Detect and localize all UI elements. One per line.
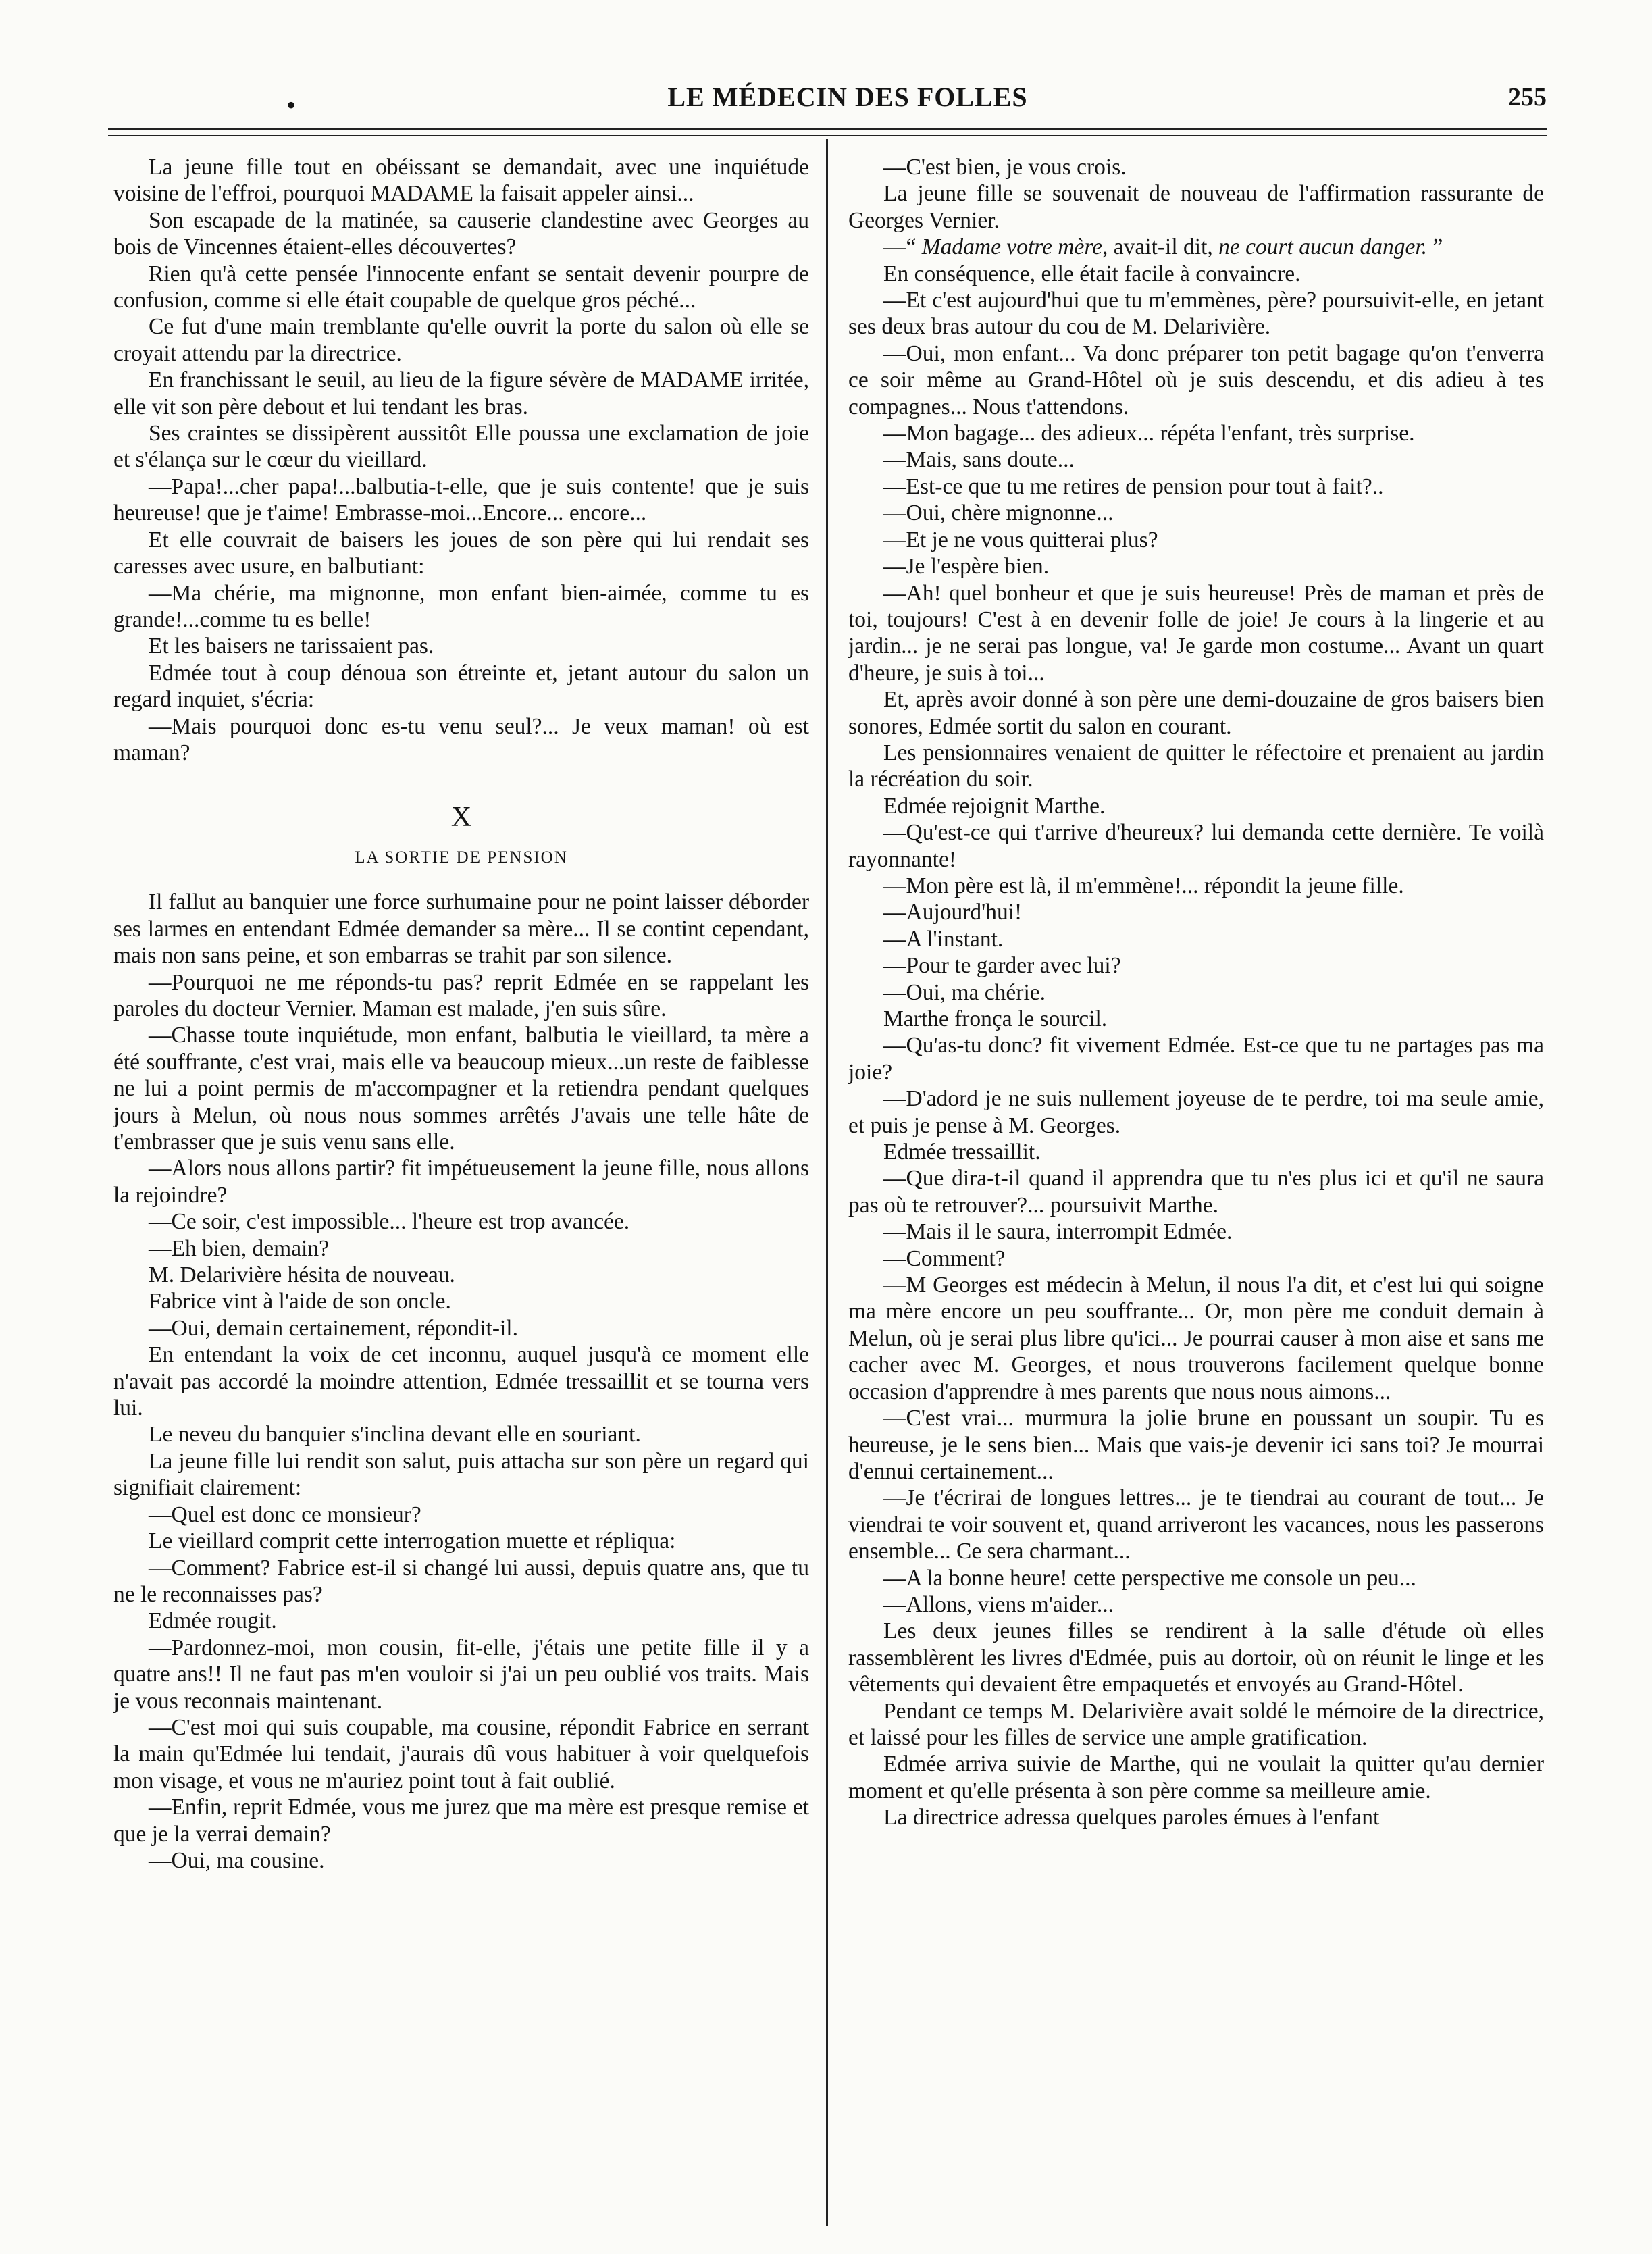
paragraph: —M Georges est médecin à Melun, il nous l'a dit, et c'est lui qui soigne ma mère encore un peu souffrante... Or, mon père me conduit demain à Melun, où je serai plus libre qu'ici... Je pourrai causer à mon aise et sans me cacher avec M. Georges, et nous trouverons facilement quelque bonne occasion d'apprendre à mes parents que nous nous aimons... [848, 1273, 1544, 1404]
paragraph: —Mais pourquoi donc es-tu venu seul?... Je veux maman! où est maman? [113, 713, 809, 765]
paragraph-quote [848, 234, 1544, 260]
chapter-number: X [450, 802, 472, 834]
paragraph: Fabrice vint à l'aide de son oncle. [149, 1289, 451, 1314]
paragraph: —Eh bien, demain? [149, 1235, 329, 1261]
chapter-title: LA SORTIE DE PENSION [355, 848, 568, 867]
paragraph: —Alors nous allons partir? fit impétueusement la jeune fille, nous allons la rejoindre? [113, 1156, 809, 1208]
left-column [113, 154, 809, 1874]
paragraph: —Oui, demain certainement, répondit-il. [149, 1315, 518, 1341]
paragraph: —Comment? [883, 1246, 1006, 1271]
quote-italic: ne court aucun danger. [1218, 234, 1428, 260]
paragraph: Son escapade de la matinée, sa causerie clandestine avec Georges au bois de Vincennes étaient-elles découvertes? [113, 207, 809, 260]
paragraph: —Quel est donc ce monsieur? [149, 1502, 421, 1527]
paragraph: —Aujourd'hui! [883, 900, 1023, 925]
paragraph: —Que dira-t-il quand il apprendra que tu n'es plus ici et qu'il ne saura pas où te retrouver?... poursuivit Marthe. [848, 1166, 1544, 1218]
paragraph: Ce fut d'une main tremblante qu'elle ouvrit la porte du salon où elle se croyait attendu par la directrice. [113, 314, 809, 366]
paragraph: —Pourquoi ne me réponds-tu pas? reprit Edmée en se rappelant les paroles du docteur Vernier. Maman est malade, j'en suis sûre. [113, 969, 809, 1021]
header-rule-top [108, 128, 1547, 130]
paragraph: Les deux jeunes filles se rendirent à la salle d'étude où elles rassemblèrent les livres d'Edmée, puis au dortoir, où on réunit le linge et les vêtements qui devaient être empaquetés et envoyés au Grand-Hôtel. [848, 1618, 1544, 1697]
paragraph: —Ah! quel bonheur et que je suis heureuse! Près de maman et près de toi, toujours! C'est à en devenir folle de joie! Je cours à la lingerie et au jardin... je ne serai pas longue, va! Je garde mon costume... Avant un quart d'heure, je suis à toi... [848, 580, 1544, 686]
paragraph: Edmée tressaillit. [883, 1139, 1041, 1165]
paragraph: —Qu'est-ce qui t'arrive d'heureux? lui demanda cette dernière. Te voilà rayonnante! [848, 820, 1544, 872]
paragraph: Le neveu du banquier s'inclina devant elle en souriant. [149, 1422, 641, 1448]
paragraph: —Et je ne vous quitterai plus? [883, 527, 1158, 553]
paragraph: —Papa!...cher papa!...balbutia-t-elle, que je suis contente! que je suis heureuse! que je t'aime! Embrasse-moi...Encore... encore... [113, 473, 809, 526]
paragraph: —Comment? Fabrice est-il si changé lui aussi, depuis quatre ans, que tu ne le reconnaisses pas? [113, 1555, 809, 1607]
paragraph: La jeune fille se souvenait de nouveau de l'affirmation rassurante de Georges Vernier. [848, 181, 1544, 233]
paragraph: Pendant ce temps M. Delarivière avait soldé le mémoire de la directrice, et laissé pour les filles de service une ample gratification. [848, 1698, 1544, 1750]
paragraph: —Mais il le saura, interrompit Edmée. [883, 1219, 1233, 1245]
newspaper-page [108, 80, 1547, 2228]
right-text [848, 261, 1544, 1831]
paragraph: —Je t'écrirai de longues lettres... je te tiendrai au courant de tout... Je viendrai te voir souvent et, quand arriveront les vacances, nous les passerons ensemble... Ce sera charmant... [848, 1485, 1544, 1564]
paragraph: Les pensionnaires venaient de quitter le réfectoire et prenaient au jardin la récréation du soir. [848, 740, 1544, 792]
paragraph: Edmée arriva suivie de Marthe, qui ne voulait la quitter qu'au dernier moment et qu'elle présenta à son père comme sa meilleure amie. [848, 1751, 1544, 1803]
quote-open: —“ [883, 234, 922, 260]
right-column [848, 154, 1544, 1831]
paragraph: —Pardonnez-moi, mon cousin, fit-elle, j'étais une petite fille il y a quatre ans!! Il ne faut pas m'en vouloir si j'ai un peu oublié vos traits. Mais je vous reconnais maintenant. [113, 1635, 809, 1714]
quote-italic: Madame votre mère, [921, 234, 1108, 260]
paragraph: La jeune fille lui rendit son salut, puis attacha sur son père un regard qui signifiait clairement: [113, 1448, 809, 1501]
paragraph: —A l'instant. [883, 926, 1004, 952]
paragraph: Et elle couvrait de baisers les joues de son père qui lui rendait ses caresses avec usure, en balbutiant: [113, 527, 809, 580]
paragraph: —A la bonne heure! cette perspective me console un peu... [883, 1565, 1416, 1591]
paragraph: —D'adord je ne suis nullement joyeuse de te perdre, toi ma seule amie, et puis je pense à M. Georges. [848, 1086, 1544, 1138]
paragraph: La directrice adressa quelques paroles émues à l'enfant [883, 1805, 1380, 1830]
paragraph: —Ma chérie, ma mignonne, mon enfant bien-aimée, comme tu es grande!...comme tu es belle! [113, 580, 809, 632]
paragraph: —Ce soir, c'est impossible... l'heure est trop avancée. [149, 1209, 630, 1235]
paragraph: Le vieillard comprit cette interrogation muette et répliqua: [149, 1529, 676, 1554]
running-title: LE MÉDECIN DES FOLLES [667, 82, 1028, 112]
paragraph: Edmée rejoignit Marthe. [883, 793, 1106, 819]
paragraph: —Qu'as-tu donc? fit vivement Edmée. Est-ce que tu ne partages pas ma joie? [848, 1033, 1544, 1085]
paragraph: —Mon bagage... des adieux... répéta l'enfant, très surprise. [883, 421, 1415, 446]
paragraph: —C'est bien, je vous crois. [883, 155, 1127, 180]
paragraph: —Oui, ma chérie. [883, 979, 1046, 1005]
paragraph: —Allons, viens m'aider... [883, 1591, 1114, 1617]
paragraph: —C'est vrai... murmura la jolie brune en poussant un soupir. Tu es heureuse, je le sens bien... Mais que vais-je devenir ici sans toi? Je mourrai d'ennui certainement... [848, 1406, 1544, 1484]
paragraph: Il fallut au banquier une force surhumaine pour ne point laisser déborder ses larmes en entendant Edmée demander sa mère... Il se contint cependant, mais non sans peine, et son embarras se trahit par son silence. [113, 890, 809, 969]
quote-close: ” [1427, 234, 1443, 260]
paragraph: La jeune fille tout en obéissant se demandait, avec une inquiétude voisine de l'effroi, pourquoi MADAME la faisait appeler ainsi... [113, 155, 809, 207]
column-divider [826, 139, 828, 2226]
paragraph: —Je l'espère bien. [883, 554, 1050, 580]
paragraph: —Chasse toute inquiétude, mon enfant, balbutia le vieillard, ta mère a été souffrante, c'est vrai, mais elle va beaucoup mieux...un reste de faiblesse ne lui a point permis de m'accompagner et la retiendra pendant quelques jours à Melun, où nous nous sommes arrêtés J'avais une telle hâte de t'embrasser que je suis venu sans elle. [113, 1023, 809, 1154]
paragraph: —Oui, mon enfant... Va donc préparer ton petit bagage qu'on t'enverra ce soir même au Grand-Hôtel où je suis descendu, et dis adieu à tes compagnes... Nous t'attendons. [848, 340, 1544, 419]
paragraph: —C'est moi qui suis coupable, ma cousine, répondit Fabrice en serrant la main qu'Edmée lui tendait, j'aurais dû vous habituer à voir quelquefois mon visage, et vous ne m'auriez point tout à fait oublié. [113, 1714, 809, 1793]
left-text-after [113, 889, 809, 1874]
paragraph: Et, après avoir donné à son père une demi-douzaine de gros baisers bien sonores, Edmée sortit du salon en courant. [848, 687, 1544, 739]
paragraph: —Mais, sans doute... [883, 447, 1075, 473]
paragraph: M. Delarivière hésita de nouveau. [149, 1262, 455, 1288]
paragraph: —Pour te garder avec lui? [883, 953, 1121, 979]
page-header [108, 80, 1547, 127]
paragraph: —Est-ce que tu me retires de pension pour tout à fait?.. [883, 473, 1384, 499]
header-dot: • [286, 90, 296, 120]
paragraph: Rien qu'à cette pensée l'innocente enfant se sentait devenir pourpre de confusion, comme si elle était coupable de quelque gros péché... [113, 261, 809, 313]
page-number: 255 [1508, 83, 1547, 111]
paragraph: —Et c'est aujourd'hui que tu m'emmènes, père? poursuivit-elle, en jetant ses deux bras autour du cou de M. Delarivière. [848, 288, 1544, 340]
paragraph: En conséquence, elle était facile à convaincre. [883, 261, 1301, 286]
paragraph: —Oui, chère mignonne... [883, 501, 1114, 526]
paragraph: —Mon père est là, il m'emmène!... répondit la jeune fille. [883, 873, 1404, 898]
paragraph: Edmée tout à coup dénoua son étreinte et, jetant autour du salon un regard inquiet, s'écria: [113, 660, 809, 713]
left-text-before [113, 154, 809, 766]
paragraph: Marthe fronça le sourcil. [883, 1006, 1108, 1031]
paragraph: En entendant la voix de cet inconnu, auquel jusqu'à ce moment elle n'avait pas accordé la moindre attention, Edmée tressaillit et se tourna vers lui. [113, 1342, 809, 1421]
paragraph: —Oui, ma cousine. [149, 1847, 325, 1873]
paragraph: —Enfin, reprit Edmée, vous me jurez que ma mère est presque remise et que je la verrai demain? [113, 1795, 809, 1847]
paragraph: Et les baisers ne tarissaient pas. [149, 634, 434, 659]
paragraph: Edmée rougit. [149, 1608, 277, 1634]
quote-mid: avait-il dit, [1108, 234, 1219, 260]
paragraph: En franchissant le seuil, au lieu de la figure sévère de MADAME irritée, elle vit son père debout et lui tendant les bras. [113, 367, 809, 419]
header-rule-bottom [108, 135, 1547, 136]
paragraph: Ses craintes se dissipèrent aussitôt Elle poussa une exclamation de joie et s'élança sur le cœur du vieillard. [113, 421, 809, 473]
